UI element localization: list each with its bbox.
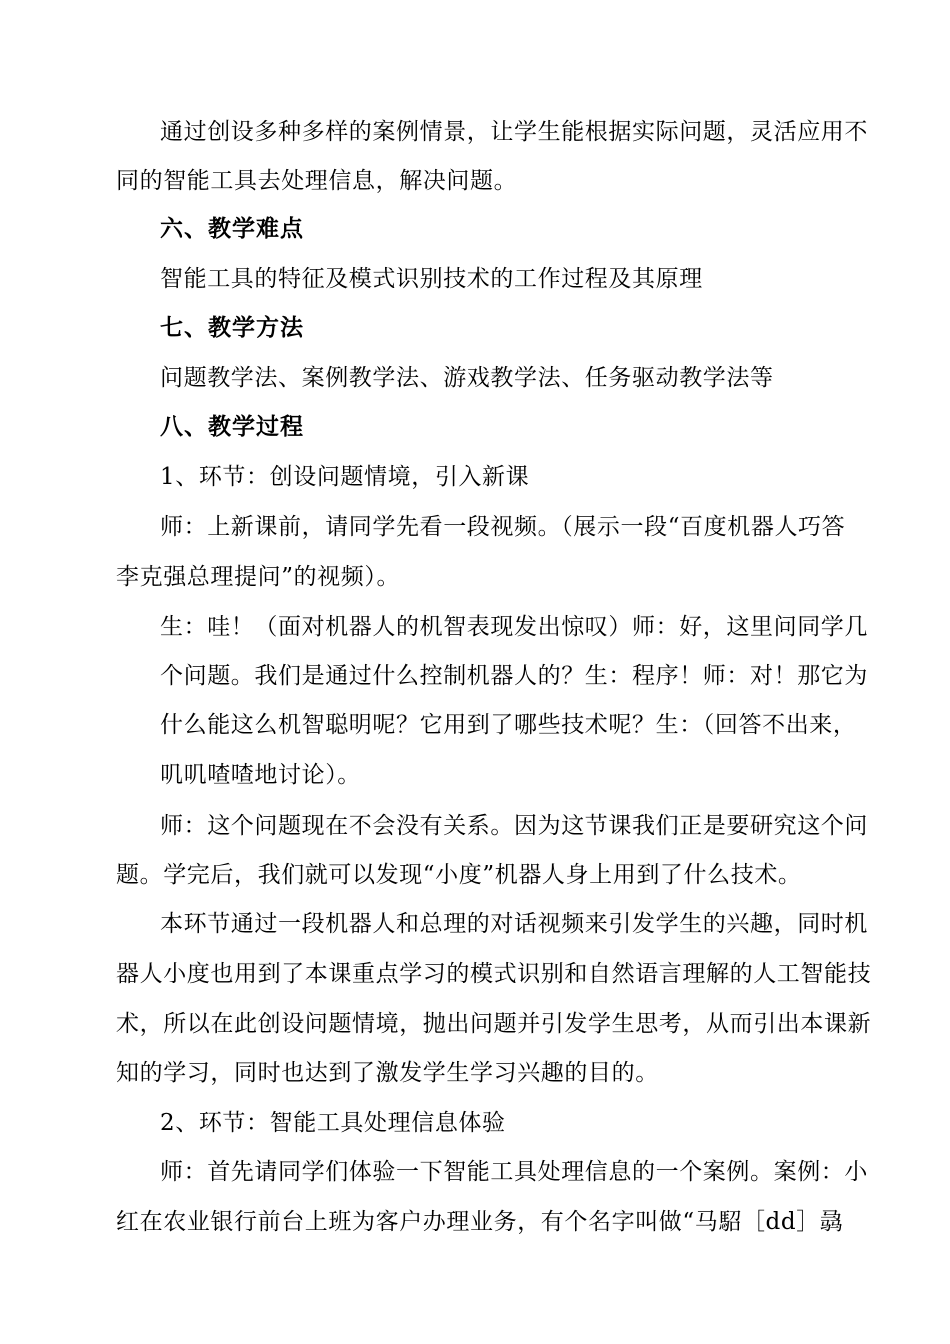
paragraph-line: 李克强总理提问”的视频）。 (116, 564, 401, 590)
subsection-heading-2: 2、环节：智能工具处理信息体验 (160, 1110, 506, 1136)
paragraph-line: 红在农业银行前台上班为客户办理业务，有个名字叫做“马駋［dd］骉 (116, 1209, 844, 1235)
paragraph-line: 本环节通过一段机器人和总理的对话视频来引发学生的兴趣，同时机 (160, 911, 868, 937)
paragraph-line: 问题教学法、案例教学法、游戏教学法、任务驱动教学法等 (160, 365, 774, 391)
paragraph-line: 师：这个问题现在不会没有关系。因为这节课我们正是要研究这个问 (160, 813, 868, 839)
paragraph-line: 同的智能工具去处理信息，解决问题。 (116, 168, 518, 194)
paragraph-line: 术，所以在此创设问题情境，抛出问题并引发学生思考，从而引出本课新 (116, 1011, 872, 1037)
paragraph-line: 智能工具的特征及模式识别技术的工作过程及其原理 (160, 266, 703, 292)
paragraph-line: 什么能这么机智聪明呢？它用到了哪些技术呢？生：（回答不出来， (160, 712, 857, 738)
paragraph-line: 生：哇！（面对机器人的机智表现发出惊叹）师：好，这里问同学几 (160, 614, 868, 640)
section-heading-7: 七、教学方法 (160, 315, 304, 341)
paragraph-line: 知的学习，同时也达到了激发学生学习兴趣的目的。 (116, 1060, 659, 1086)
paragraph-line: 题。学完后，我们就可以发现“小度”机器人身上用到了什么技术。 (116, 862, 802, 888)
paragraph-line: 通过创设多种多样的案例情景，让学生能根据实际问题，灵活应用不 (160, 119, 868, 145)
section-heading-8: 八、教学过程 (160, 414, 304, 440)
section-heading-6: 六、教学难点 (160, 216, 304, 242)
paragraph-line: 器人小度也用到了本课重点学习的模式识别和自然语言理解的人工智能技 (116, 961, 872, 987)
paragraph-line: 个问题。我们是通过什么控制机器人的？生：程序！师：对！那它为 (160, 663, 868, 689)
paragraph-line: 师：上新课前，请同学先看一段视频。（展示一段“百度机器人巧答 (160, 514, 846, 540)
paragraph-line: 师：首先请同学们体验一下智能工具处理信息的一个案例。案例：小 (160, 1159, 868, 1185)
paragraph-line: 叽叽喳喳地讨论）。 (160, 762, 361, 788)
subsection-heading-1: 1、环节：创设问题情境，引入新课 (160, 464, 530, 490)
